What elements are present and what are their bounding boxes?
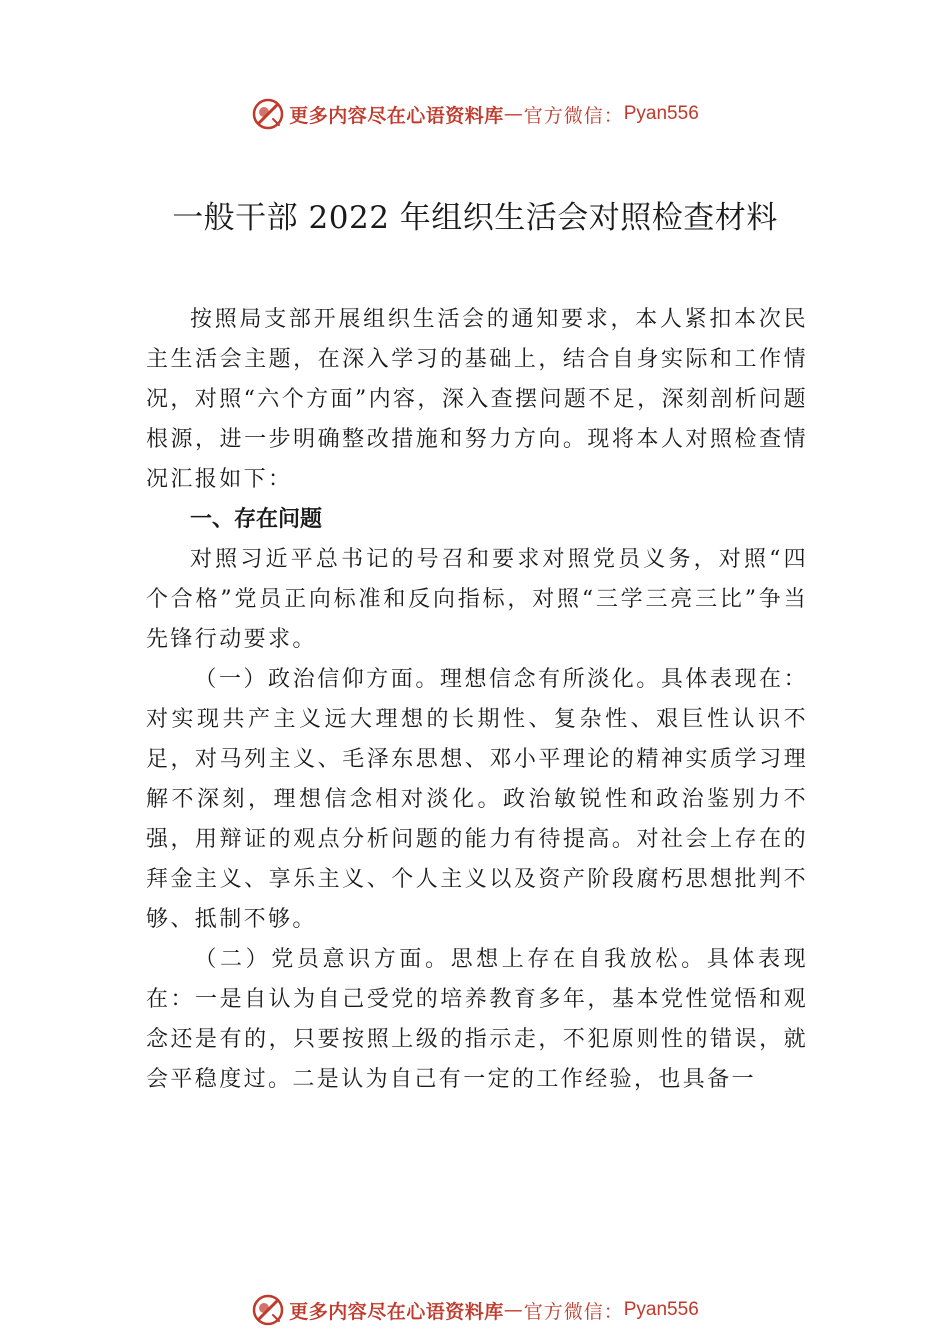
section-intro-paragraph: 对照习近平总书记的号召和要求对照党员义务，对照“四个合格”党员正向标准和反向指标，对照“三学三亮三比”争当先锋行动要求。 bbox=[146, 547, 808, 652]
intro-paragraph: 按照局支部开展组织生活会的通知要求，本人紧扣本次民主生活会主题，在深入学习的基础上，结合自身实际和工作情况，对照“六个方面”内容，深入查摆问题不足，深刻剖析问题根源，进一步明确整改措施和努力方向。现将本人对照检查情况汇报如下： bbox=[146, 307, 808, 492]
header-banner bbox=[0, 94, 950, 134]
item-political-belief: （一）政治信仰方面。理想信念有所淡化。具体表现在：对实现共产主义远大理想的长期性、复杂性、艰巨性认识不足，对马列主义、毛泽东思想、邓小平理论的精神实质学习理解不深刻，理想信念相对淡化。政治敏锐性和政治鉴别力不强，用辩证的观点分析问题的能力有待提高。对社会上存在的拜金主义、享乐主义、个人主义以及资产阶段腐朽思想批判不够、抵制不够。 bbox=[146, 667, 808, 932]
footer-banner bbox=[0, 1290, 950, 1330]
banner-separator: — bbox=[503, 1299, 524, 1321]
brand-logo-icon bbox=[251, 97, 285, 131]
banner-sub-text: 官方微信： bbox=[523, 1300, 624, 1323]
section-heading: 一、存在问题 bbox=[190, 507, 323, 532]
document-body bbox=[146, 300, 808, 1100]
banner-main-text: 更多内容尽在心语资料库 bbox=[289, 1300, 504, 1323]
document-title: 一般干部 2022 年组织生活会对照检查材料 bbox=[172, 200, 778, 236]
banner-wechat-id: Pyan556 bbox=[623, 1299, 699, 1320]
item-party-awareness: （二）党员意识方面。思想上存在自我放松。具体表现在：一是自认为自己受党的培养教育多年，基本党性觉悟和观念还是有的，只要按照上级的指示走，不犯原则性的错误，就会平稳度过。二是认为自己有一定的工作经验，也具备一 bbox=[146, 947, 808, 1092]
brand-logo-icon bbox=[251, 1293, 285, 1327]
banner-sub-text: 官方微信： bbox=[523, 104, 624, 127]
banner-separator: — bbox=[503, 103, 524, 125]
banner-wechat-id: Pyan556 bbox=[623, 103, 699, 124]
banner-main-text: 更多内容尽在心语资料库 bbox=[289, 104, 504, 127]
